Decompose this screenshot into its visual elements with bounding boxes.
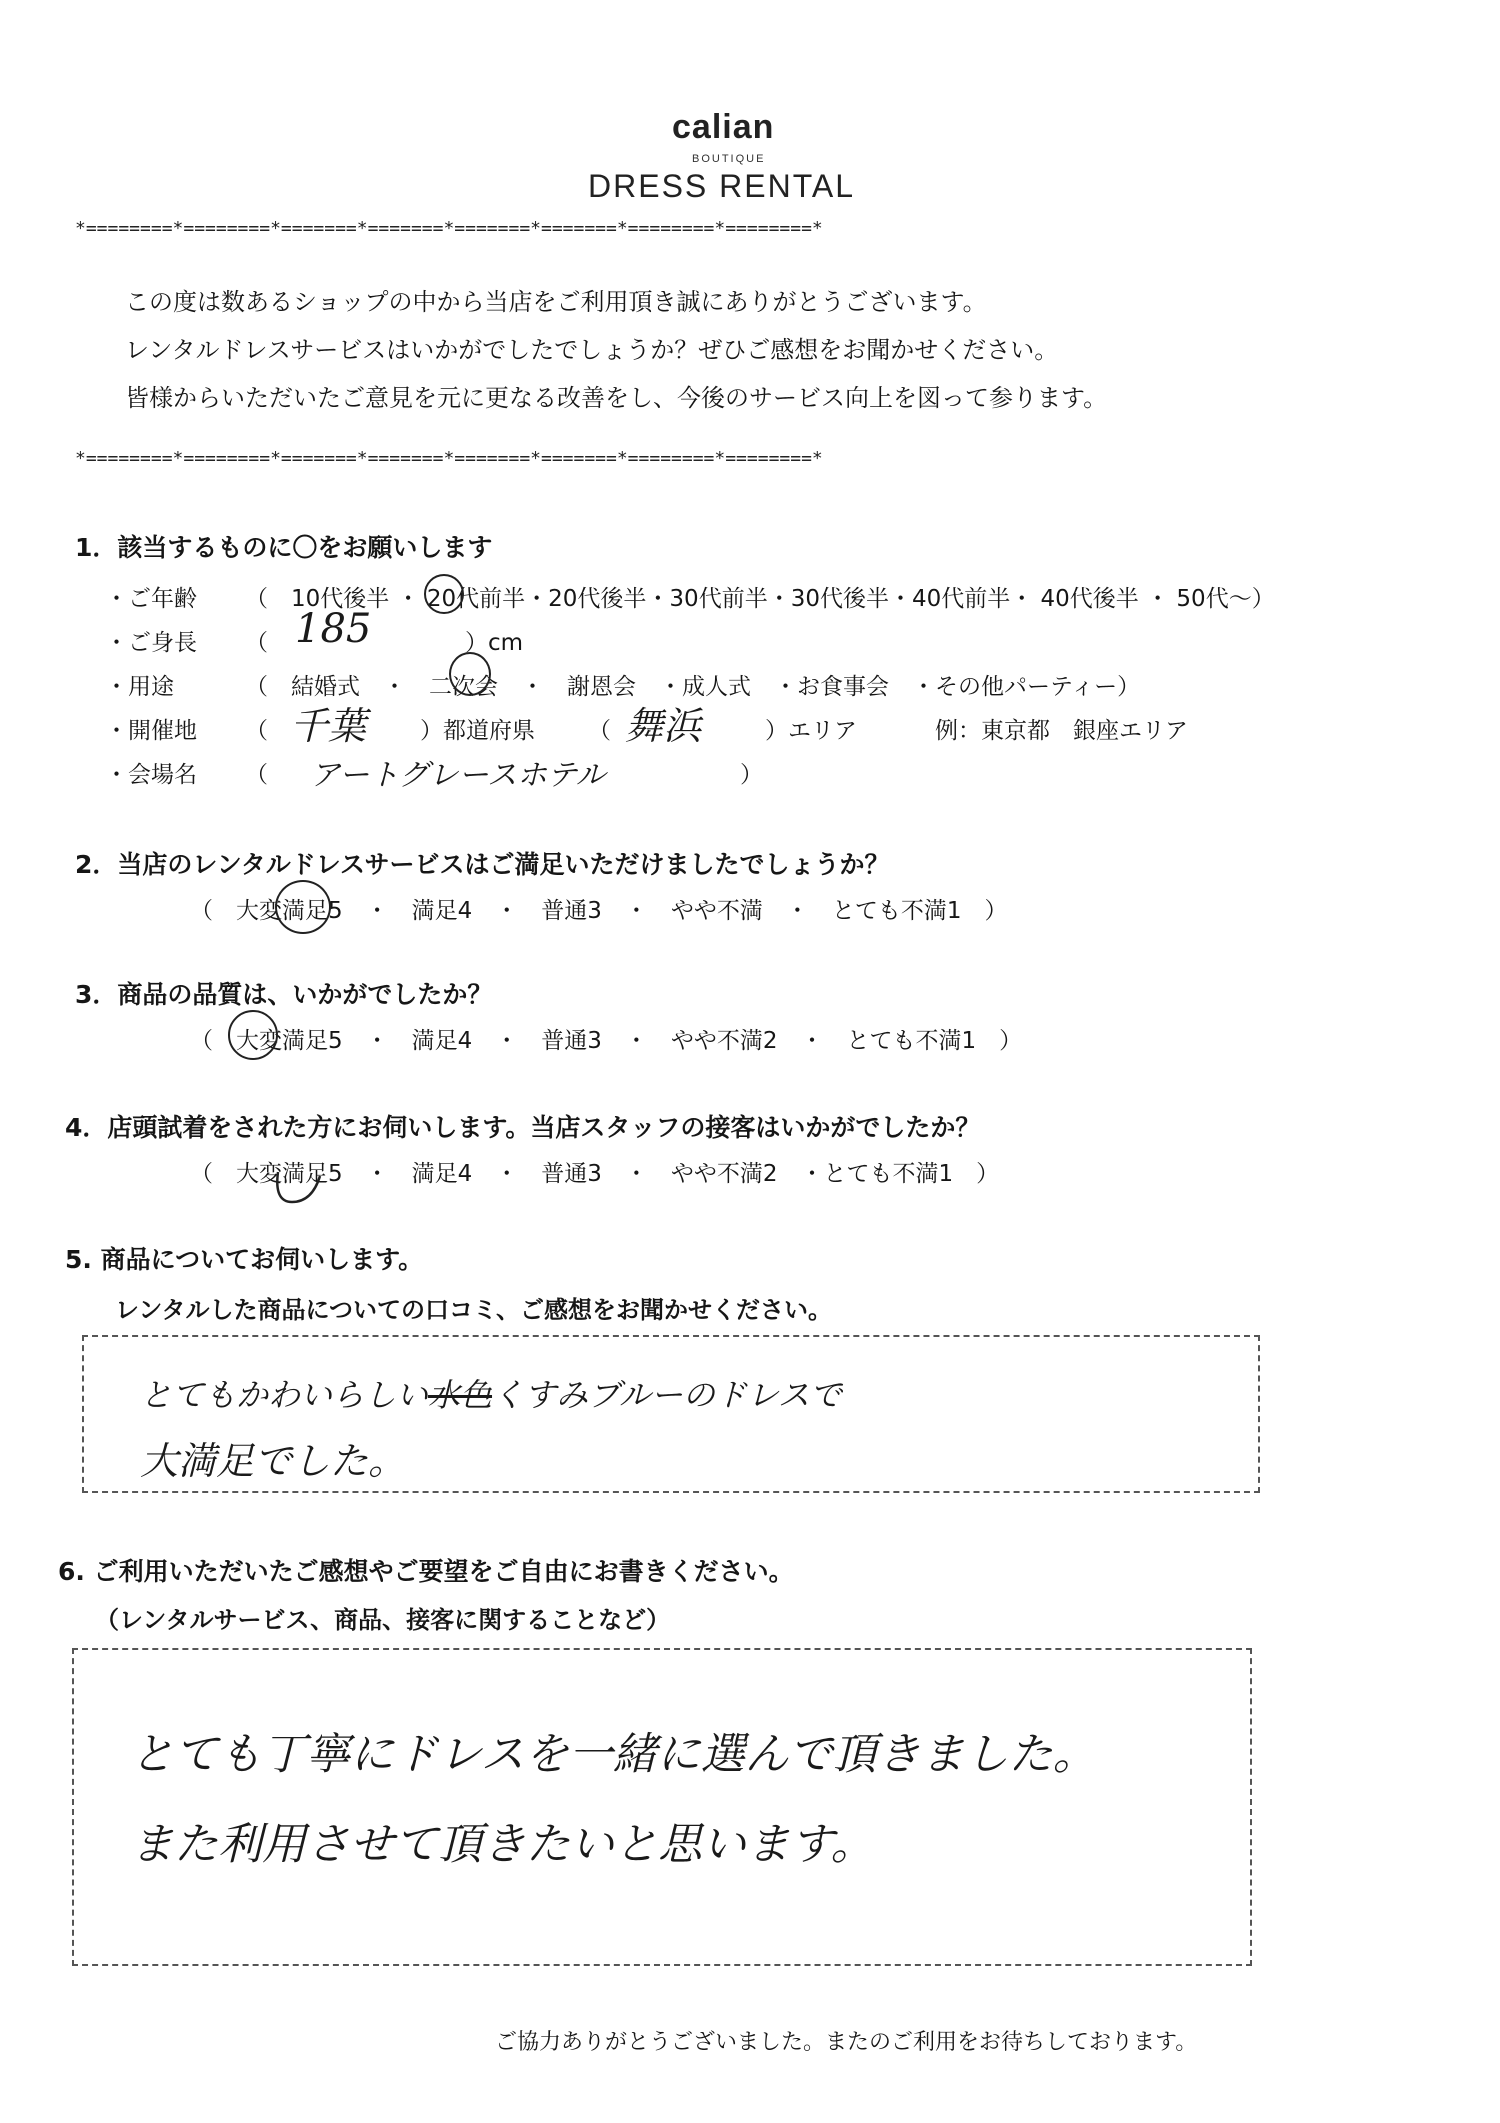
intro-line-2: レンタルドレスサービスはいかがでしたでしょうか？ぜひご感想をお聞かせください。 [125,336,1059,364]
intro-line-3: 皆様からいただいたご意見を元に更なる改善をし、今後のサービス向上を図って参ります。 [125,384,1108,412]
question-4-title: 4．店頭試着をされた方にお伺いします。当店スタッフの接客はいかがでしたか？ [65,1113,981,1142]
q6-answer-line-2: また利用させて頂きたいと思います。 [130,1819,875,1870]
pref-open: （ [245,718,268,744]
question-2-title: 2．当店のレンタルドレスサービスはご満足いただけましたでしょうか？ [75,850,890,879]
purpose-selection-circle [449,652,491,696]
footer-thanks: ご協力ありがとうございました。またのご利用をお待ちしております。 [495,2030,1198,2055]
question-1-title: 1．該当するものに〇をお願いします [75,533,493,562]
q3-selection-circle [228,1010,278,1060]
question-6-title: 6. ご利用いただいたご感想やご要望をご自由にお書きください。 [58,1557,794,1586]
q5-answer-line-1 [140,1370,842,1416]
venue-label: ・会場名 [105,762,197,788]
q5-answer-part-b: くすみブルーのドレスで [492,1376,842,1414]
area-value: 舞浜 [625,704,702,748]
venue-open: （ [245,762,268,788]
height-value: 185 [295,606,372,652]
prefecture-value: 千葉 [290,704,367,748]
divider-bottom: *========*========*=======*=======*=======*=======*========*========* [75,448,823,469]
height-unit: ）cm [465,630,524,656]
venue-close: ） [740,762,763,788]
height-open: （ [245,630,268,656]
question-5-title: 5. 商品についてお伺いします。 [65,1245,424,1274]
venue-value: アートグレースホテル [310,758,606,793]
brand-subtitle: BOUTIQUE [692,153,766,165]
age-options: （ 10代後半 ・ 20代前半・20代後半・30代前半・30代後半・40代前半・ 40代後半 ・ 50代～） [245,586,1275,612]
brand-logo: calian [672,108,775,146]
pref-suffix: ）都道府県 [420,718,535,744]
q5-answer-struck: 水色 [428,1376,493,1414]
area-open: （ [588,718,611,744]
question-3-options: （ 大変満足5 ・ 満足4 ・ 普通3 ・ やや不満2 ・ とても不満1 ） [190,1028,1023,1054]
divider-top: *========*========*=======*=======*=======*=======*========*========* [75,218,823,239]
q6-answer-line-1: とても丁寧にドレスを一緒に選んで頂きました。 [130,1729,1097,1780]
age-selection-circle [424,574,464,614]
question-5-prompt: レンタルした商品についての口コミ、ご感想をお聞かせください。 [115,1296,832,1324]
q5-answer-part-a: とてもかわいらしい [140,1376,429,1414]
intro-line-1: この度は数あるショップの中から当店をご利用頂き誠にありがとうございます。 [125,288,987,316]
question-3-title: 3．商品の品質は、いかがでしたか？ [75,980,493,1009]
q2-selection-circle [275,880,331,934]
question-6-prompt: （レンタルサービス、商品、接客に関することなど） [95,1606,671,1634]
age-label: ・ご年齢 [105,586,197,612]
area-example: 例：東京都 銀座エリア [935,718,1188,744]
page-title: DRESS RENTAL [588,168,856,204]
q5-answer-line-2: 大満足でした。 [140,1439,407,1483]
purpose-options: （ 結婚式 ・ 二次会 ・ 謝恩会 ・成人式 ・お食事会 ・その他パーティー） [245,674,1141,700]
height-label: ・ご身長 [105,630,197,656]
q6-answer-box [72,1648,1252,1966]
purpose-label: ・用途 [105,674,174,700]
q4-selection-mark [268,1168,328,1208]
area-suffix: ）エリア [765,718,857,744]
venue-area-label: ・開催地 [105,718,197,744]
question-2-options: （ 大変満足5 ・ 満足4 ・ 普通3 ・ やや不満 ・ とても不満1 ） [190,898,1008,924]
question-4-options: （ 大変満足5 ・ 満足4 ・ 普通3 ・ やや不満2 ・とても不満1 ） [190,1161,1000,1187]
